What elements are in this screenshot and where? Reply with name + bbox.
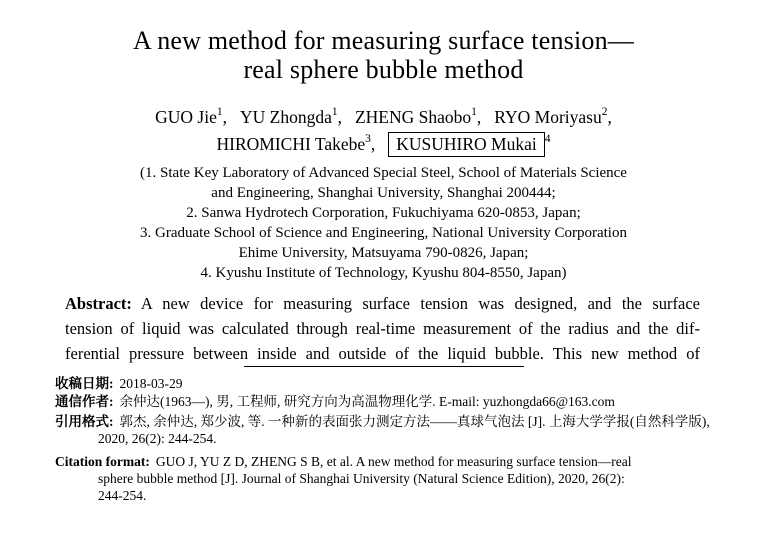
footnote-rule	[244, 366, 524, 367]
page-title-line-1: A new method for measuring surface tension—	[132, 26, 635, 55]
affiliation-line: Ehime University, Matsuyama 790-0826, Japan;	[238, 245, 529, 261]
author-name: YU Zhongda	[240, 107, 332, 127]
author-separator: ,	[607, 107, 612, 127]
footnote-citation-en-line-2: sphere bubble method [J]. Journal of Shanghai University (Natural Science Edition), 2020, 26(2):	[98, 471, 625, 486]
author-kusuhiro-mukai	[388, 134, 550, 154]
footnote-citation-cn-line-1	[55, 413, 712, 430]
page-title	[55, 26, 712, 84]
author-name: HIROMICHI Takebe	[216, 134, 366, 154]
author-hiromichi-takebe	[216, 134, 375, 154]
footnote-citation-en	[55, 453, 712, 504]
author-name: RYO Moriyasu	[494, 107, 602, 127]
author-separator: ,	[370, 134, 376, 154]
footnote-label-citation-cn: 引用格式:	[55, 414, 114, 429]
abstract-line-1	[65, 291, 700, 316]
abstract-line-3: ferential pressure between inside and outside of the liquid bubble. This new method of	[65, 344, 700, 363]
author-superscript: 1	[216, 106, 223, 119]
author-separator: ,	[222, 107, 227, 127]
abstract-text: A new device for measuring surface tension was designed, and the surface	[140, 294, 700, 313]
author-highlight-box	[388, 132, 545, 157]
author-separator: ,	[476, 107, 482, 127]
affiliation-list	[55, 163, 712, 283]
page-title-line-2: real sphere bubble method	[243, 55, 524, 84]
author-zheng-shaobo	[355, 107, 481, 127]
author-list	[55, 104, 712, 158]
abstract-line-2: tension of liquid was calculated through real-time measurement of the radius and the dif-	[65, 319, 700, 338]
footnote-corresponding-author	[55, 393, 712, 410]
footnote-label-received: 收稿日期:	[55, 376, 114, 391]
author-superscript: 1	[471, 106, 477, 119]
footnote-received-text: 2018-03-29	[119, 376, 183, 391]
author-superscript: 1	[331, 106, 338, 119]
abstract-paragraph	[55, 291, 712, 366]
author-separator: ,	[337, 107, 342, 127]
footnote-citation-en-text: GUO J, YU Z D, ZHENG S B, et al. A new method for measuring surface tension—real	[155, 454, 632, 469]
footnote-citation-cn-line-2: 2020, 26(2): 244-254.	[98, 431, 217, 446]
author-ryo-moriyasu	[494, 107, 612, 127]
author-yu-zhongda	[240, 107, 342, 127]
footnote-citation-en-line-1	[55, 453, 712, 470]
footnote-citation-en-line-3: 244-254.	[98, 488, 147, 503]
footnote-label-corresponding: 通信作者:	[55, 394, 114, 409]
author-line-2	[55, 131, 712, 158]
footnote-citation-cn	[55, 413, 712, 447]
footnote-corresponding-text: 余仲达(1963—), 男, 工程师, 研究方向为高温物理化学. E-mail: yuzhongda66@163.com	[119, 394, 615, 409]
affiliation-line: (1. State Key Laboratory of Advanced Special Steel, School of Materials Science	[140, 165, 627, 181]
footnote-label-citation-en: Citation format:	[55, 454, 150, 469]
author-name: KUSUHIRO Mukai	[396, 134, 537, 154]
author-name: ZHENG Shaobo	[354, 107, 472, 127]
author-superscript: 2	[601, 106, 608, 119]
affiliation-line: 3. Graduate School of Science and Engineering, National University Corporation	[140, 225, 627, 241]
abstract-label: Abstract:	[65, 294, 132, 313]
footnote-block	[55, 375, 712, 504]
affiliation-line: 2. Sanwa Hydrotech Corporation, Fukuchiyama 620-0853, Japan;	[186, 205, 581, 221]
footnote-received-date	[55, 375, 712, 392]
affiliation-line: 4. Kyushu Institute of Technology, Kyushu 804-8550, Japan)	[200, 265, 567, 281]
author-superscript: 4	[544, 133, 551, 146]
author-line-1	[55, 104, 712, 131]
author-name: GUO Jie	[155, 107, 217, 127]
author-superscript: 3	[365, 133, 371, 146]
affiliation-line: and Engineering, Shanghai University, Shanghai 200444;	[211, 185, 556, 201]
author-guo-jie	[155, 107, 227, 127]
footnote-citation-cn-text: 郭杰, 余仲达, 郑少波, 等. 一种新的表面张力测定方法——真球气泡法 [J]. 上海大学学报(自然科学版),	[119, 414, 710, 429]
